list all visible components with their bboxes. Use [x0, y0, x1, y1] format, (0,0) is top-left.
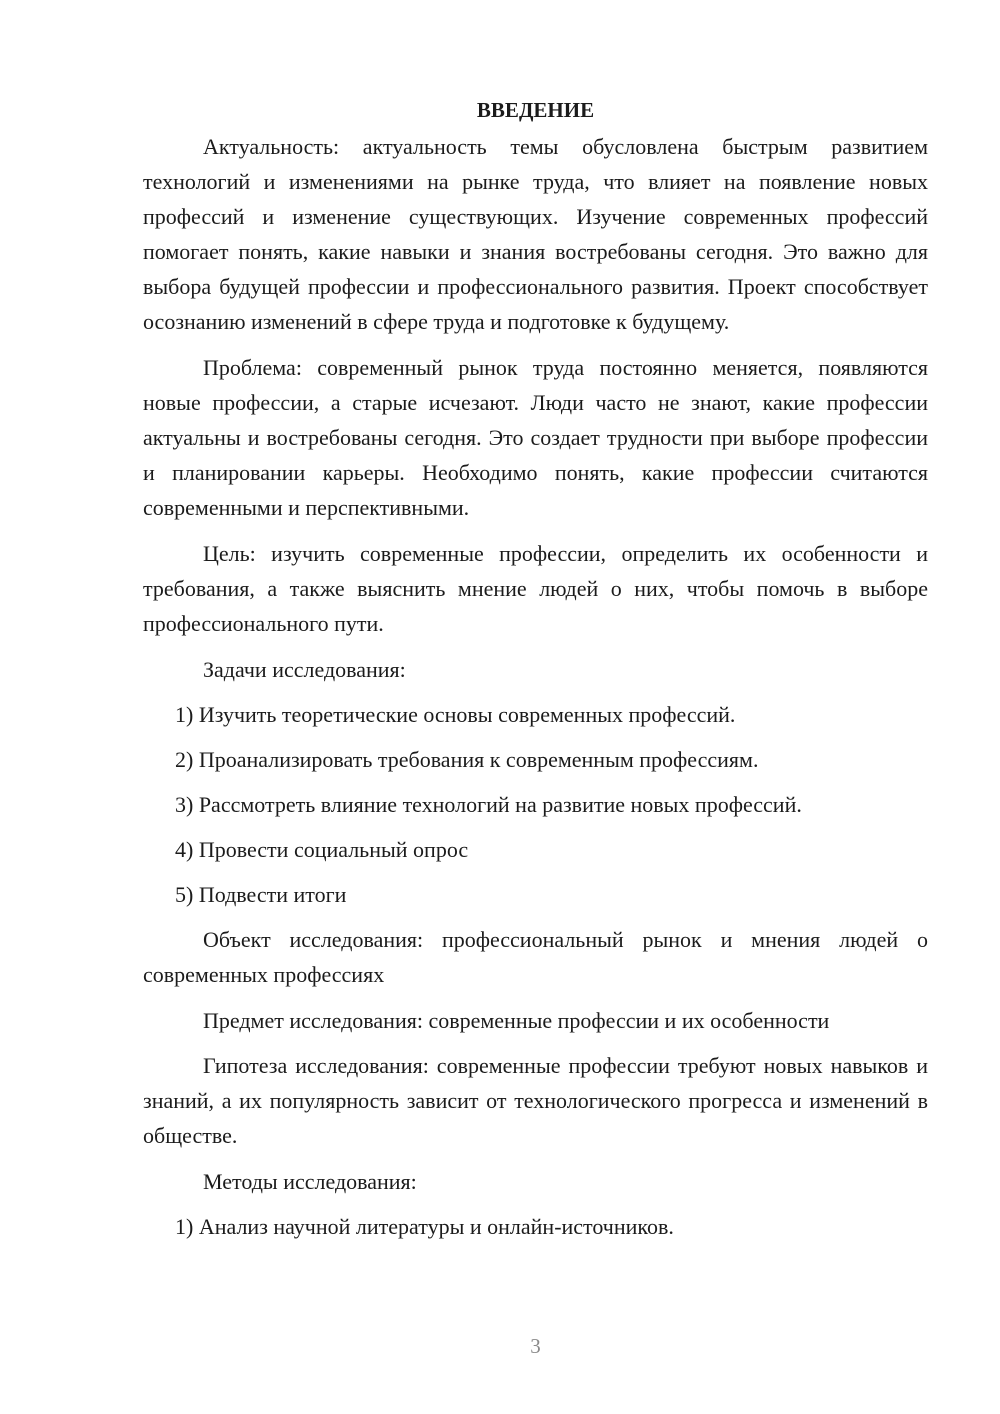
hypothesis-paragraph: Гипотеза исследования: современные профессии требуют новых навыков и знаний, а их популярность зависит от технологического прогресса и изменений в обществе. [143, 1053, 928, 1148]
document-title: ВВЕДЕНИЕ [476, 98, 595, 122]
subject-paragraph: Предмет исследования: современные профессии и их особенности [203, 1008, 830, 1033]
methods-heading: Методы исследования: [203, 1169, 417, 1194]
list-item: 3) Рассмотреть влияние технологий на развитие новых профессий. [175, 792, 802, 817]
list-item: 1) Изучить теоретические основы современных профессий. [175, 702, 736, 727]
tasks-heading: Задачи исследования: [203, 657, 406, 682]
object-paragraph: Объект исследования: профессиональный рынок и мнения людей о современных профессиях [143, 927, 928, 987]
list-item: 5) Подвести итоги [175, 882, 347, 907]
relevance-paragraph: Актуальность: актуальность темы обусловлена быстрым развитием технологий и изменениями на рынке труда, что влияет на появление новых профессий и изменение существующих. Изучение современных профессий помогает понять, какие навыки и знания востребованы сегодня. Это важно для выбора будущей профессии и профессионального развития. Проект способствует осознанию изменений в сфере труда и подготовке к будущему. [143, 134, 928, 334]
list-item: 2) Проанализировать требования к современным профессиям. [175, 747, 759, 772]
list-item: 1) Анализ научной литературы и онлайн-источников. [175, 1214, 674, 1239]
goal-paragraph: Цель: изучить современные профессии, определить их особенности и требования, а также выяснить мнение людей о них, чтобы помочь в выборе профессионального пути. [143, 541, 928, 636]
list-item: 4) Провести социальный опрос [175, 837, 469, 862]
tasks-list [143, 697, 928, 912]
document-page [143, 92, 928, 1254]
problem-paragraph: Проблема: современный рынок труда постоянно меняется, появляются новые профессии, а старые исчезают. Люди часто не знают, какие профессии актуальны и востребованы сегодня. Это создает трудности при выборе профессии и планировании карьеры. Необходимо понять, какие профессии считаются современными и перспективными. [143, 355, 928, 520]
methods-list [143, 1209, 928, 1244]
page-number: 3 [530, 1334, 541, 1358]
